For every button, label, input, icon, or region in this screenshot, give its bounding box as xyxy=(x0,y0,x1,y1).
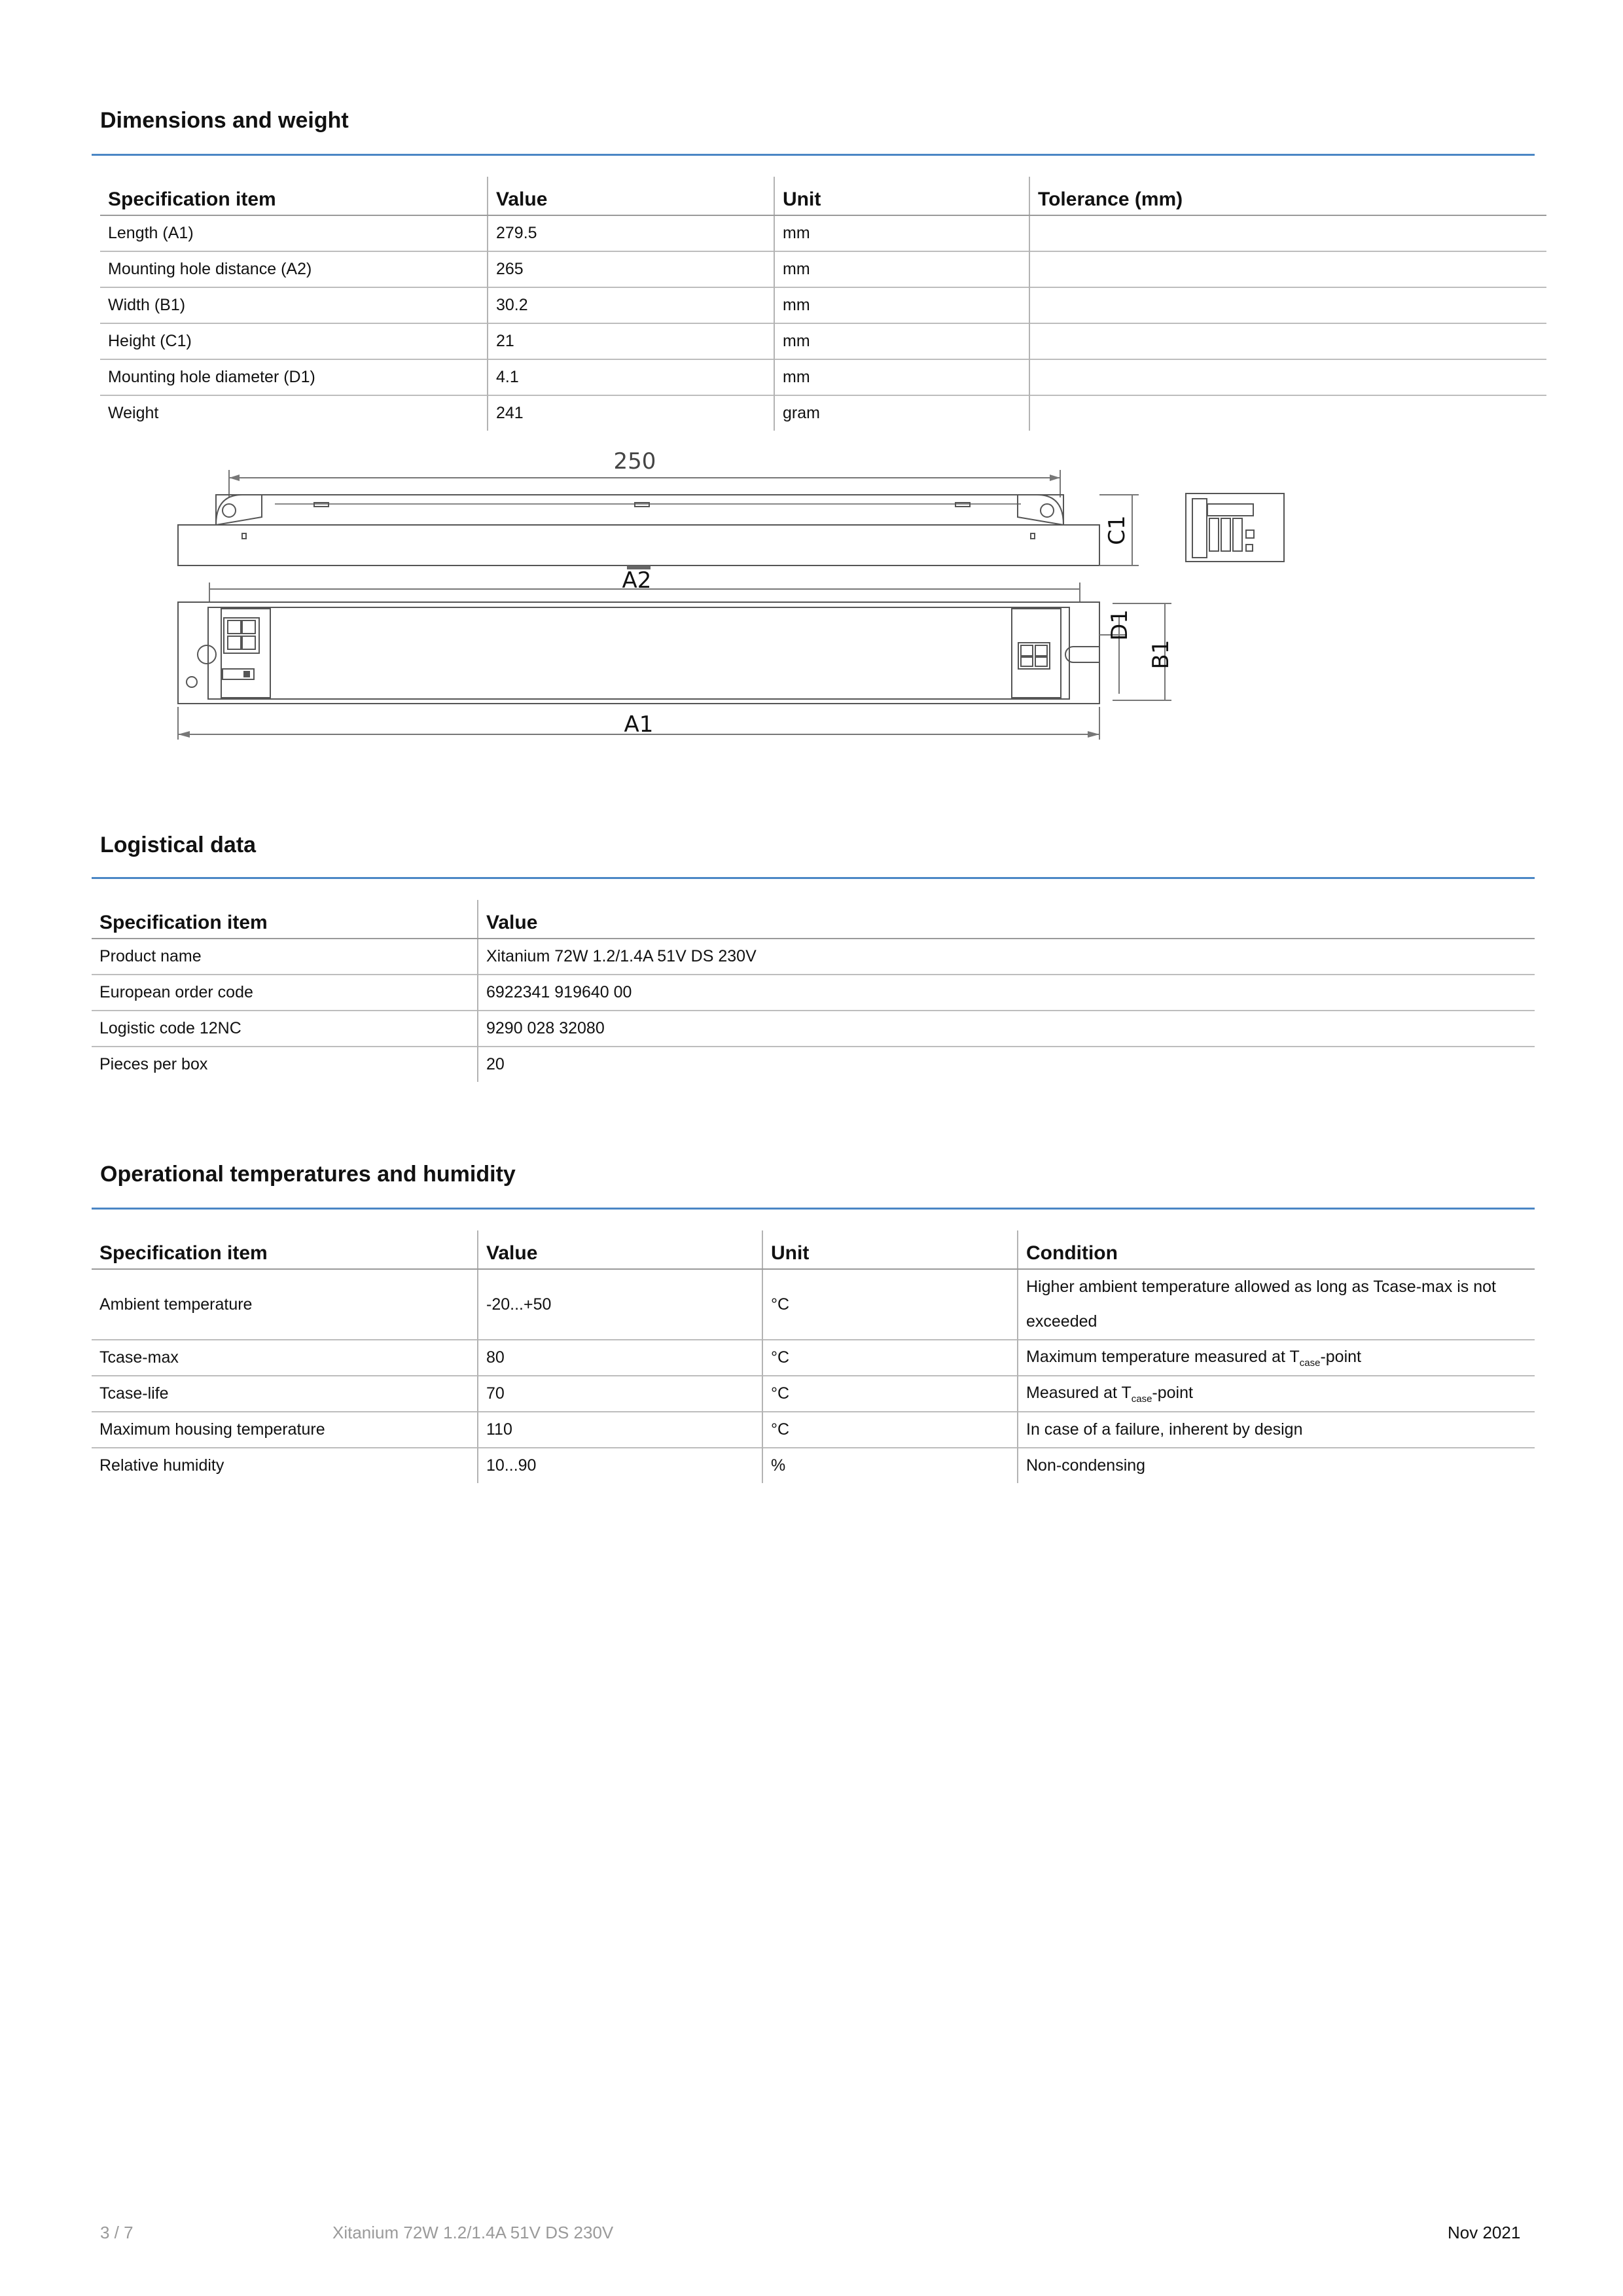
section-divider xyxy=(92,877,1535,879)
condition-text: Measured at T xyxy=(1026,1383,1132,1402)
cell-condition xyxy=(1018,1340,1535,1376)
cell-unit: °C xyxy=(762,1412,1018,1448)
cell-value: 4.1 xyxy=(488,359,774,395)
table-row xyxy=(92,1011,1535,1047)
cell-value: 20 xyxy=(478,1047,1535,1082)
cell-condition xyxy=(1018,1376,1535,1412)
page-number: 3 / 7 xyxy=(100,2223,134,2242)
dimension-label-b1: B1 xyxy=(1148,639,1174,670)
cell-item: Mounting hole diameter (D1) xyxy=(100,359,488,395)
table-row xyxy=(92,1376,1535,1412)
cell-item: Mounting hole distance (A2) xyxy=(100,251,488,287)
footer-product-name: Xitanium 72W 1.2/1.4A 51V DS 230V xyxy=(332,2223,614,2242)
cell-condition: In case of a failure, inherent by design xyxy=(1018,1412,1535,1448)
cell-item: Logistic code 12NC xyxy=(92,1011,478,1047)
cell-item: Weight xyxy=(100,395,488,431)
cell-item: Product name xyxy=(92,939,478,975)
condition-subscript: case xyxy=(1299,1357,1321,1369)
cell-value: 80 xyxy=(478,1340,762,1376)
cell-unit: mm xyxy=(774,215,1029,251)
cell-value: 279.5 xyxy=(488,215,774,251)
cell-item: Tcase-max xyxy=(92,1340,478,1376)
header-unit: Unit xyxy=(762,1230,1018,1269)
cell-item: Pieces per box xyxy=(92,1047,478,1082)
cell-value: -20...+50 xyxy=(478,1269,762,1340)
cell-value: 265 xyxy=(488,251,774,287)
cell-condition: Non-condensing xyxy=(1018,1448,1535,1483)
condition-text-end: -point xyxy=(1152,1383,1193,1402)
dimension-label-c1: C1 xyxy=(1104,515,1130,545)
side-view xyxy=(178,470,1139,569)
cell-item: Maximum housing temperature xyxy=(92,1412,478,1448)
cell-value: 110 xyxy=(478,1412,762,1448)
logistical-title: Logistical data xyxy=(100,833,257,857)
cell-condition: Higher ambient temperature allowed as long as Tcase-max is not exceeded xyxy=(1018,1269,1535,1340)
cell-unit: mm xyxy=(774,323,1029,359)
header-value: Value xyxy=(478,1230,762,1269)
table-header-row xyxy=(92,900,1535,939)
cell-unit: °C xyxy=(762,1269,1018,1340)
logistical-table xyxy=(92,900,1535,1082)
operational-title: Operational temperatures and humidity xyxy=(100,1162,516,1187)
footer-date: Nov 2021 xyxy=(1448,2223,1521,2242)
cell-value: 30.2 xyxy=(488,287,774,323)
cell-value: 21 xyxy=(488,323,774,359)
operational-table xyxy=(92,1230,1535,1483)
dimension-drawing xyxy=(0,0,1623,785)
header-value: Value xyxy=(488,177,774,215)
cell-unit: gram xyxy=(774,395,1029,431)
cell-item: Relative humidity xyxy=(92,1448,478,1483)
condition-text: Maximum temperature measured at T xyxy=(1026,1347,1300,1366)
table-header-row xyxy=(92,1230,1535,1269)
cell-value: 70 xyxy=(478,1376,762,1412)
header-specification-item: Specification item xyxy=(100,177,488,215)
cell-value: 6922341 919640 00 xyxy=(478,975,1535,1011)
header-specification-item: Specification item xyxy=(92,1230,478,1269)
end-view xyxy=(1186,493,1284,562)
cell-item: European order code xyxy=(92,975,478,1011)
condition-subscript: case xyxy=(1131,1393,1152,1405)
header-unit: Unit xyxy=(774,177,1029,215)
cell-value: 241 xyxy=(488,395,774,431)
cell-unit: °C xyxy=(762,1340,1018,1376)
section-divider xyxy=(92,1208,1535,1210)
cell-unit: °C xyxy=(762,1376,1018,1412)
cell-unit: % xyxy=(762,1448,1018,1483)
dimension-label-a2: A2 xyxy=(622,567,652,594)
cell-unit: mm xyxy=(774,251,1029,287)
dimensions-title: Dimensions and weight xyxy=(100,108,349,133)
cell-unit: mm xyxy=(774,287,1029,323)
header-tolerance: Tolerance (mm) xyxy=(1029,177,1546,215)
cell-item: Width (B1) xyxy=(100,287,488,323)
header-condition: Condition xyxy=(1018,1230,1535,1269)
table-row xyxy=(92,1412,1535,1448)
top-view xyxy=(178,583,1171,740)
dimension-label-250: 250 xyxy=(613,448,656,475)
dimension-label-d1: D1 xyxy=(1107,609,1133,641)
cell-item: Length (A1) xyxy=(100,215,488,251)
table-row xyxy=(92,1448,1535,1483)
header-value: Value xyxy=(478,900,1535,939)
table-row xyxy=(92,1047,1535,1082)
table-row xyxy=(92,1269,1535,1340)
header-specification-item: Specification item xyxy=(92,900,478,939)
dimension-label-a1: A1 xyxy=(624,711,654,738)
condition-text-end: -point xyxy=(1320,1347,1361,1366)
cell-unit: mm xyxy=(774,359,1029,395)
table-row xyxy=(92,939,1535,975)
table-row xyxy=(92,1340,1535,1376)
cell-item: Height (C1) xyxy=(100,323,488,359)
cell-value: 10...90 xyxy=(478,1448,762,1483)
cell-value: Xitanium 72W 1.2/1.4A 51V DS 230V xyxy=(478,939,1535,975)
cell-value: 9290 028 32080 xyxy=(478,1011,1535,1047)
cell-item: Ambient temperature xyxy=(92,1269,478,1340)
table-row xyxy=(92,975,1535,1011)
cell-item: Tcase-life xyxy=(92,1376,478,1412)
